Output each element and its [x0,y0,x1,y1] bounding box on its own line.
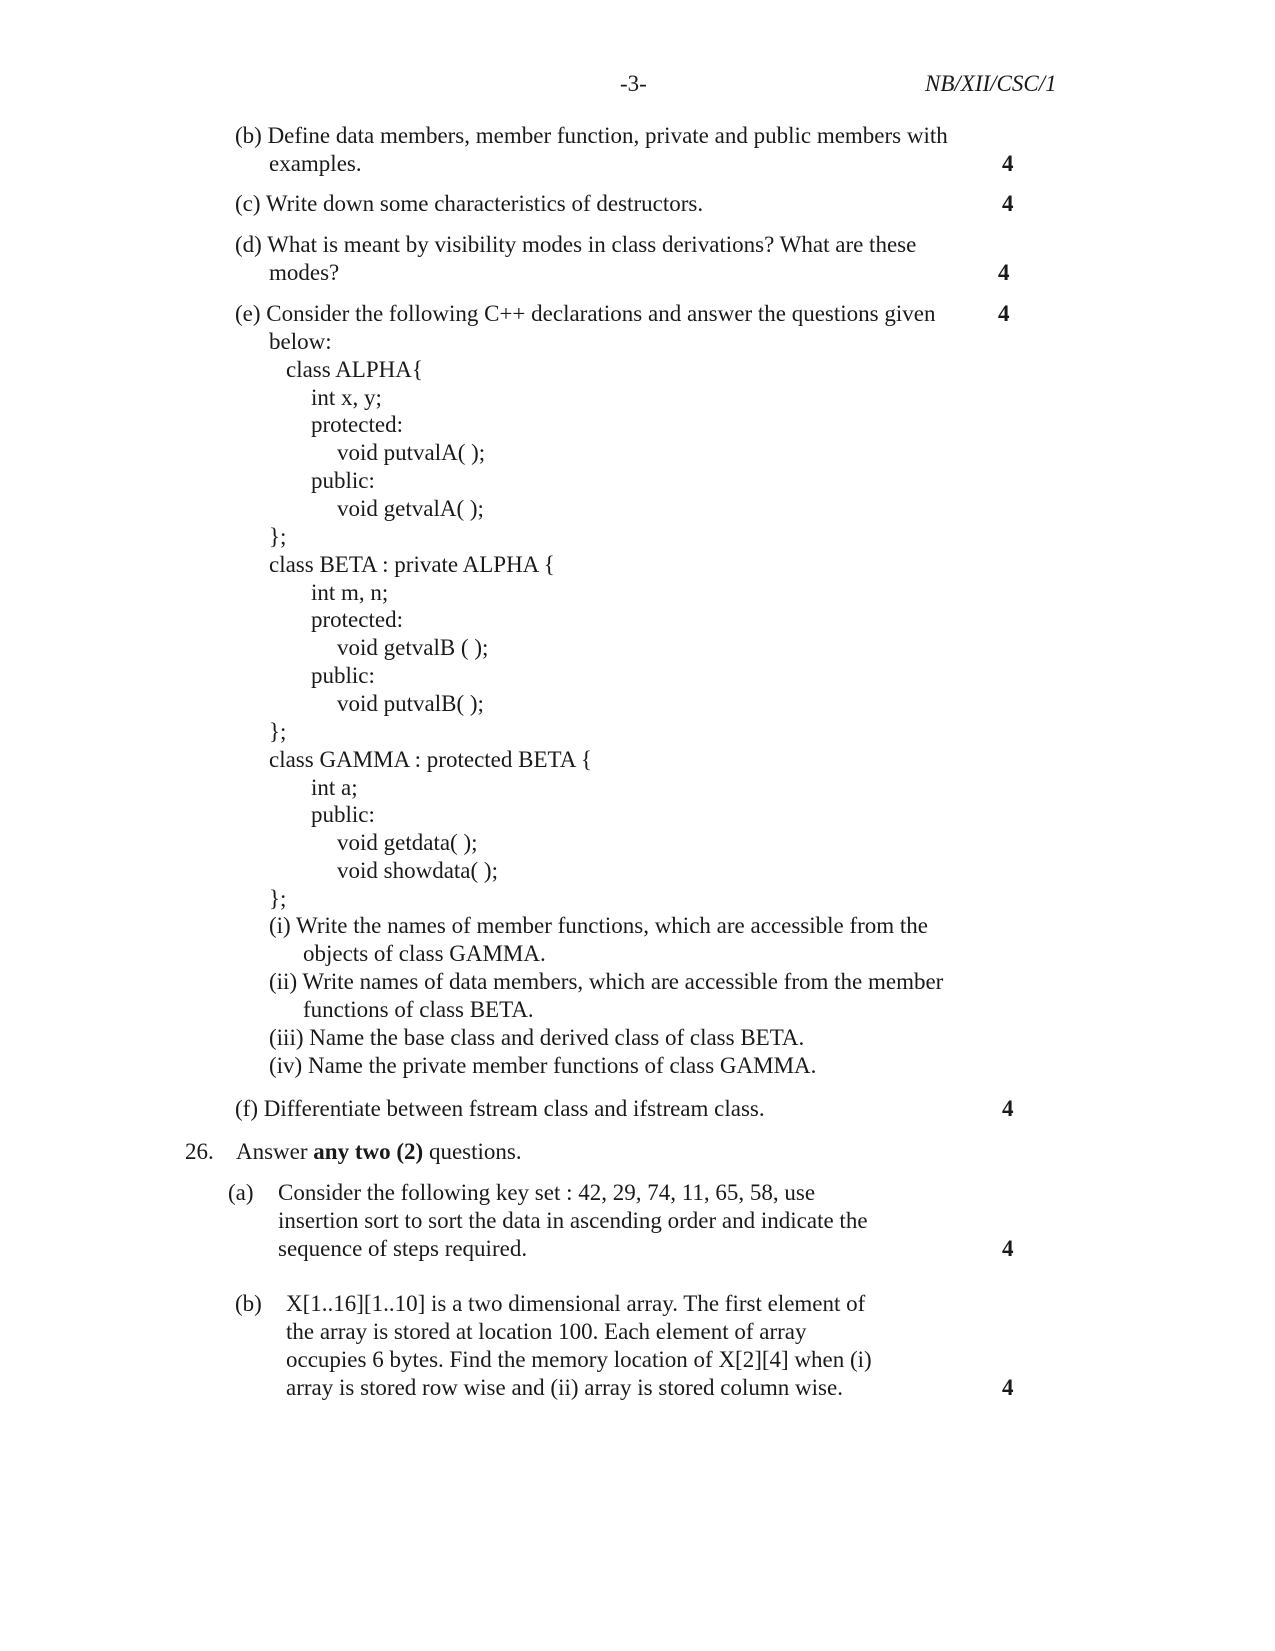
q25d-line2: modes? [269,260,340,285]
q25c-marks: 4 [1002,191,1014,216]
q26b-label: (b) [235,1291,262,1316]
q25b-marks: 4 [1002,151,1014,176]
q26-bold: any two (2) [313,1139,424,1164]
q25e-marks: 4 [998,301,1010,326]
q26b-line: X[1..16][1..10] is a two dimensional array. The first element of [286,1291,866,1316]
q25b-line2: examples. [269,151,362,176]
q26a-line: insertion sort to sort the data in ascending order and indicate the [278,1208,868,1233]
subq-iv: (iv) Name the private member functions of class GAMMA. [269,1053,817,1078]
q25e-line1: (e) Consider the following C++ declarations and answer the questions given [235,301,936,326]
q25d-marks: 4 [998,260,1010,285]
q25f-marks: 4 [1002,1096,1014,1121]
code-line: void getvalB ( ); [337,635,489,660]
code-line: }; [269,524,287,549]
q26a-label: (a) [228,1180,254,1205]
code-line: int a; [311,775,358,800]
code-line: public: [311,663,375,688]
code-line: class GAMMA : protected BETA { [269,747,592,772]
code-line: int x, y; [311,385,382,410]
q25f-line1: (f) Differentiate between fstream class and ifstream class. [235,1096,765,1121]
q26b-marks: 4 [1002,1375,1014,1400]
code-line: void putvalA( ); [337,440,486,465]
subq-iii: (iii) Name the base class and derived class of class BETA. [269,1025,805,1050]
q26-number: 26. [185,1139,214,1164]
subq-ii-line1: (ii) Write names of data members, which are accessible from the member [269,969,944,994]
code-line: void getdata( ); [337,830,478,855]
page-number: -3- [620,71,647,96]
code-line: void getvalA( ); [337,496,484,521]
code-line: }; [269,886,287,911]
paper-code: NB/XII/CSC/1 [925,71,1057,96]
subq-i-line2: objects of class GAMMA. [303,941,546,966]
code-line: public: [311,468,375,493]
q25b-line1: (b) Define data members, member function, private and public members with [235,123,948,148]
q26-prefix: Answer [236,1139,308,1164]
q25d-line1: (d) What is meant by visibility modes in class derivations? What are these [235,232,917,257]
code-line: void showdata( ); [337,858,498,883]
code-line: protected: [311,412,403,437]
q26b-line: array is stored row wise and (ii) array is stored column wise. [286,1375,843,1400]
q26a-line: Consider the following key set : 42, 29, 74, 11, 65, 58, use [278,1180,816,1205]
q26a-marks: 4 [1002,1236,1014,1261]
code-line: class ALPHA{ [286,357,423,382]
code-line: class BETA : private ALPHA { [269,552,555,577]
code-line: int m, n; [311,580,389,605]
code-line: public: [311,802,375,827]
subq-ii-line2: functions of class BETA. [303,997,534,1022]
q26-instruction [236,1138,522,1166]
q25c-line1: (c) Write down some characteristics of destructors. [235,191,704,216]
code-line: protected: [311,607,403,632]
code-line: void putvalB( ); [337,691,484,716]
subq-i-line1: (i) Write the names of member functions, which are accessible from the [269,913,929,938]
q25e-line2: below: [269,329,332,354]
code-line: }; [269,719,287,744]
q26b-line: the array is stored at location 100. Each element of array [286,1319,807,1344]
q26a-line: sequence of steps required. [278,1236,528,1261]
q26b-line: occupies 6 bytes. Find the memory location of X[2][4] when (i) [286,1347,872,1372]
q26-suffix: questions. [428,1139,522,1164]
